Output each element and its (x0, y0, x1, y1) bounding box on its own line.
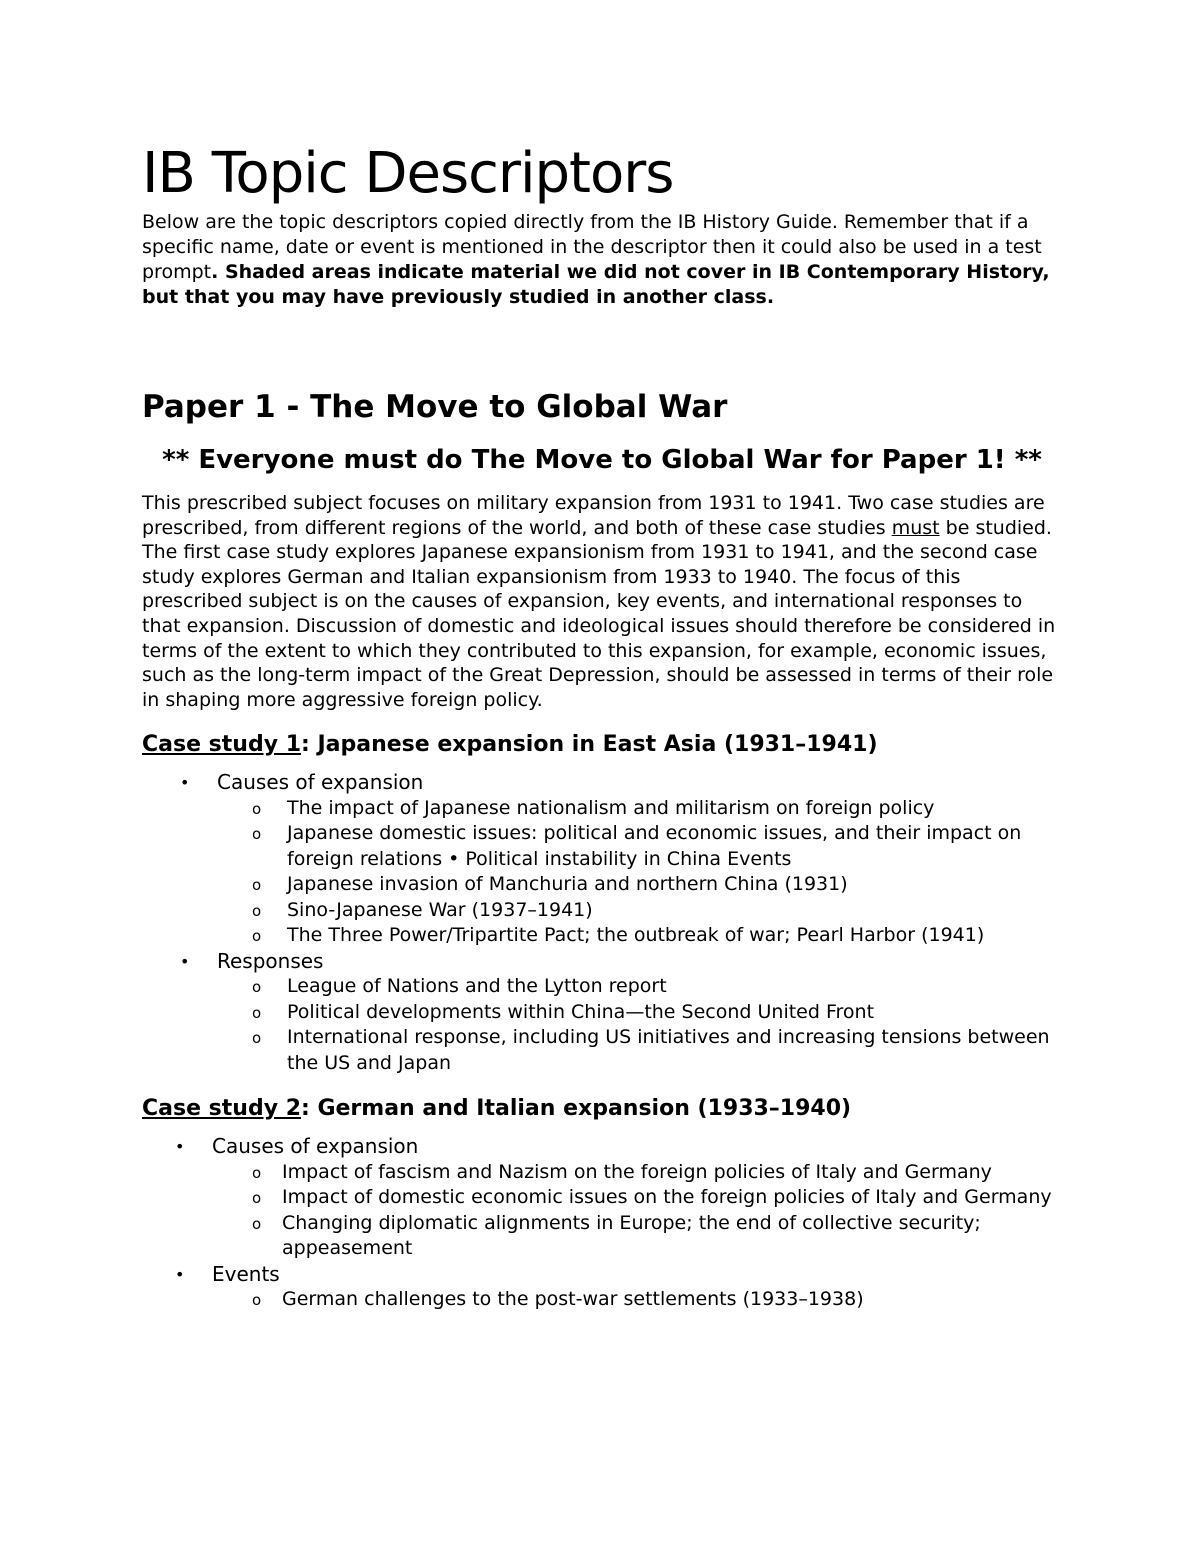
section-heading: Causes of expansion (212, 1134, 419, 1159)
sub-bullet-icon: o (252, 825, 262, 844)
list-item (142, 1185, 1062, 1211)
list-item (142, 796, 1062, 822)
case-study-title: : Japanese expansion in East Asia (1931–1941) (301, 732, 878, 758)
sub-bullet-icon: o (252, 1214, 262, 1233)
case-study-heading (142, 730, 1062, 760)
bullet-icon: • (175, 1264, 185, 1284)
bullet-icon: • (180, 773, 190, 793)
list-item-text: Japanese invasion of Manchuria and northern China (1931) (287, 873, 848, 896)
description-underlined-word: must (891, 516, 940, 539)
sub-bullet-icon: o (252, 799, 262, 818)
section-heading-row (142, 770, 1062, 796)
section-heading: Events (212, 1261, 280, 1286)
description-text-after: be studied. The first case study explores Japanese expansionism from 1931 to 1941, and the second case study explores German and Italian expansionism from 1933 to 1940. The focus of this prescribed subject is on the causes of expansion, key events, and international responses to that expansion. Discussion of domestic and ideological issues should therefore be considered in terms of the extent to which they contributed to this expansion, for example, economic issues, such as the long-term impact of the Great Depression, should be assessed in terms of their role in shaping more aggressive foreign policy. (142, 516, 1056, 711)
case-study-heading (142, 1094, 1062, 1124)
case-study-title: : German and Italian expansion (1933–1940) (301, 1096, 852, 1122)
list-item (142, 923, 1062, 949)
list-item (142, 974, 1062, 1000)
case-study-1 (142, 730, 1062, 1076)
sub-bullet-icon: o (252, 1029, 262, 1048)
case-study-outline (142, 770, 1062, 1076)
list-item (142, 1000, 1062, 1026)
section-items (142, 974, 1062, 1076)
section-heading: Causes of expansion (217, 770, 424, 795)
outline-section (142, 1262, 1062, 1313)
list-item (142, 872, 1062, 898)
sub-bullet-icon: o (252, 1189, 262, 1208)
case-study-2 (142, 1094, 1062, 1313)
list-item-text: Changing diplomatic alignments in Europe; the end of collective security; appeasement (282, 1211, 981, 1260)
list-item (142, 1287, 1062, 1313)
intro-paragraph (142, 210, 1062, 310)
case-study-label: Case study 1 (142, 732, 301, 758)
list-item-text: Impact of fascism and Nazism on the foreign policies of Italy and Germany (282, 1160, 992, 1183)
list-item-text: International response, including US initiatives and increasing tensions between the US and Japan (287, 1026, 1050, 1074)
section-items (142, 1287, 1062, 1313)
list-item (142, 821, 1062, 872)
intro-bold-note: . Shaded areas indicate material we did not cover in IB Contemporary History, but that you may have previously studied in another class. (142, 261, 1050, 308)
section-heading-row (142, 1134, 1062, 1160)
list-item-text: German challenges to the post-war settlements (1933–1938) (282, 1288, 864, 1311)
list-item-text: League of Nations and the Lytton report (287, 975, 667, 998)
list-item (142, 1160, 1062, 1186)
paper-heading: Paper 1 - The Move to Global War (142, 389, 728, 425)
list-item-text: The Three Power/Tripartite Pact; the outbreak of war; Pearl Harbor (1941) (287, 924, 985, 947)
bullet-icon: • (175, 1137, 185, 1157)
list-item-text: Japanese domestic issues: political and economic issues, and their impact on foreign relations • Political instability in China Events (287, 822, 1022, 870)
sub-bullet-icon: o (252, 876, 262, 895)
list-item (142, 898, 1062, 924)
document-page (142, 138, 1062, 1313)
document-title: IB Topic Descriptors (142, 141, 674, 206)
case-study-outline (142, 1134, 1062, 1313)
sub-bullet-icon: o (252, 1163, 262, 1182)
sub-bullet-icon: o (252, 901, 262, 920)
sub-bullet-icon: o (252, 1291, 262, 1310)
section-heading-row (142, 949, 1062, 975)
bullet-icon: • (180, 951, 190, 971)
list-item-text: Sino-Japanese War (1937–1941) (287, 898, 593, 921)
case-study-label: Case study 2 (142, 1096, 301, 1122)
section-items (142, 796, 1062, 949)
section-heading: Responses (217, 948, 324, 973)
subject-description (142, 491, 1062, 712)
sub-bullet-icon: o (252, 978, 262, 997)
intro-text: Below are the topic descriptors copied directly from the IB History Guide. Remember that if a specific name, date or event is mentioned in the descriptor then it could also be used in a test prompt (142, 211, 1042, 283)
list-item (142, 1211, 1062, 1262)
description-text-before: This prescribed subject focuses on military expansion from 1931 to 1941. Two case studies are prescribed, from different regions of the world, and both of these case studies (142, 492, 1045, 539)
list-item-text: Impact of domestic economic issues on the foreign policies of Italy and Germany (282, 1186, 1052, 1209)
section-heading-row (142, 1262, 1062, 1288)
list-item-text: The impact of Japanese nationalism and militarism on foreign policy (287, 796, 935, 819)
sub-bullet-icon: o (252, 1003, 262, 1022)
list-item (142, 1025, 1062, 1076)
section-items (142, 1160, 1062, 1262)
outline-section (142, 770, 1062, 949)
sub-bullet-icon: o (252, 927, 262, 946)
outline-section (142, 949, 1062, 1077)
outline-section (142, 1134, 1062, 1262)
list-item-text: Political developments within China—the Second United Front (287, 1000, 875, 1023)
everyone-notice: ** Everyone must do The Move to Global War for Paper 1! ** (162, 445, 1042, 475)
